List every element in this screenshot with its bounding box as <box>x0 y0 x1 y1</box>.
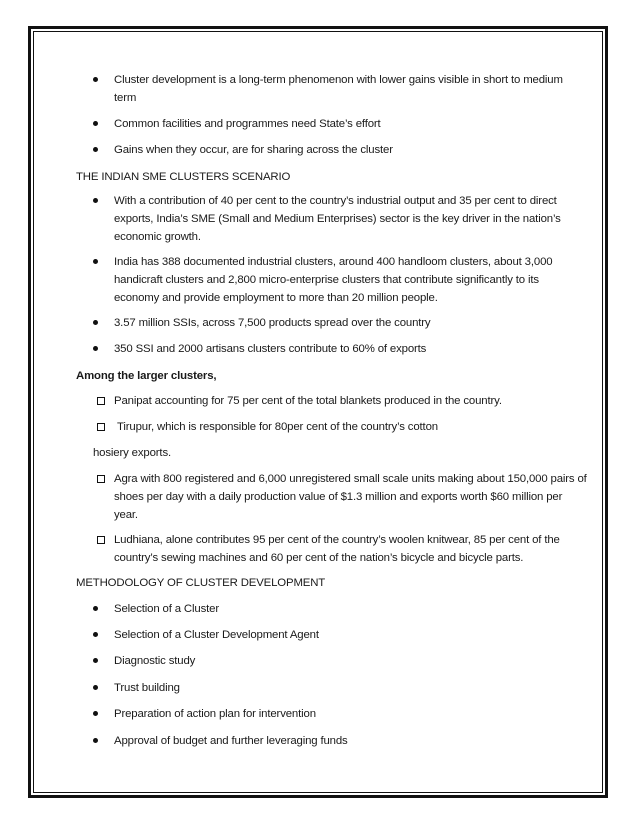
bullet-dot-icon <box>93 658 98 663</box>
list-item-line: Gains when they occur, are for sharing across the cluster <box>114 144 393 156</box>
bullet-dot-icon <box>93 632 98 637</box>
list-item-line: Trust building <box>114 682 180 694</box>
section-heading: Among the larger clusters, <box>76 370 217 382</box>
list-item-line: Tirupur, which is responsible for 80per cent of the country’s cotton <box>117 421 438 433</box>
list-item-line: economic growth. <box>114 231 201 243</box>
list-item-line: India has 388 documented industrial clusters, around 400 handloom clusters, about 3,000 <box>114 256 553 268</box>
checkbox-bullet-icon <box>97 536 105 544</box>
checkbox-bullet-icon <box>97 475 105 483</box>
bullet-dot-icon <box>93 606 98 611</box>
list-item-line: Approval of budget and further leveraging funds <box>114 735 348 747</box>
bullet-dot-icon <box>93 147 98 152</box>
bullet-dot-icon <box>93 346 98 351</box>
list-item-line: 350 SSI and 2000 artisans clusters contribute to 60% of exports <box>114 343 427 355</box>
list-item-line: country’s sewing machines and 60 per cent of the nation’s bicycle and bicycle parts. <box>114 552 524 564</box>
bullet-dot-icon <box>93 121 98 126</box>
section-heading: THE INDIAN SME CLUSTERS SCENARIO <box>76 171 291 183</box>
bullet-dot-icon <box>93 198 98 203</box>
list-item-line: Preparation of action plan for intervention <box>114 708 316 720</box>
list-item-line: economy and provide employment to more than 20 million people. <box>114 292 438 304</box>
list-item-line: Selection of a Cluster <box>114 603 219 615</box>
list-item-line: Common facilities and programmes need State’s effort <box>114 118 381 130</box>
list-item-line: Cluster development is a long-term phenomenon with lower gains visible in short to medium <box>114 74 563 86</box>
bullet-dot-icon <box>93 77 98 82</box>
list-item-line: handicraft clusters and 2,800 micro-enterprise clusters that contribute significantly to its <box>114 274 539 286</box>
bullet-dot-icon <box>93 320 98 325</box>
checkbox-bullet-icon <box>97 423 105 431</box>
list-item-line: term <box>114 92 137 104</box>
bullet-dot-icon <box>93 685 98 690</box>
list-item-line: exports, India’s SME (Small and Medium Enterprises) sector is the key driver in the nation’s <box>114 213 561 225</box>
list-item-line: year. <box>114 509 138 521</box>
list-item-line: shoes per day with a daily production value of $1.3 million and exports worth $60 million per <box>114 491 563 503</box>
list-item-line: 3.57 million SSIs, across 7,500 products spread over the country <box>114 317 431 329</box>
list-item-line: Diagnostic study <box>114 655 196 667</box>
list-item-continuation: hosiery exports. <box>93 447 172 459</box>
checkbox-bullet-icon <box>97 397 105 405</box>
bullet-dot-icon <box>93 711 98 716</box>
list-item-line: Ludhiana, alone contributes 95 per cent of the country’s woolen knitwear, 85 per cent of the <box>114 534 560 546</box>
list-item-line: Agra with 800 registered and 6,000 unregistered small scale units making about 150,000 pairs of <box>114 473 587 485</box>
bullet-dot-icon <box>93 259 98 264</box>
bullet-dot-icon <box>93 738 98 743</box>
list-item-line: Selection of a Cluster Development Agent <box>114 629 319 641</box>
list-item-line: Panipat accounting for 75 per cent of the total blankets produced in the country. <box>114 395 502 407</box>
section-heading: METHODOLOGY OF CLUSTER DEVELOPMENT <box>76 577 326 589</box>
list-item-line: With a contribution of 40 per cent to the country’s industrial output and 35 per cent to direct <box>114 195 557 207</box>
